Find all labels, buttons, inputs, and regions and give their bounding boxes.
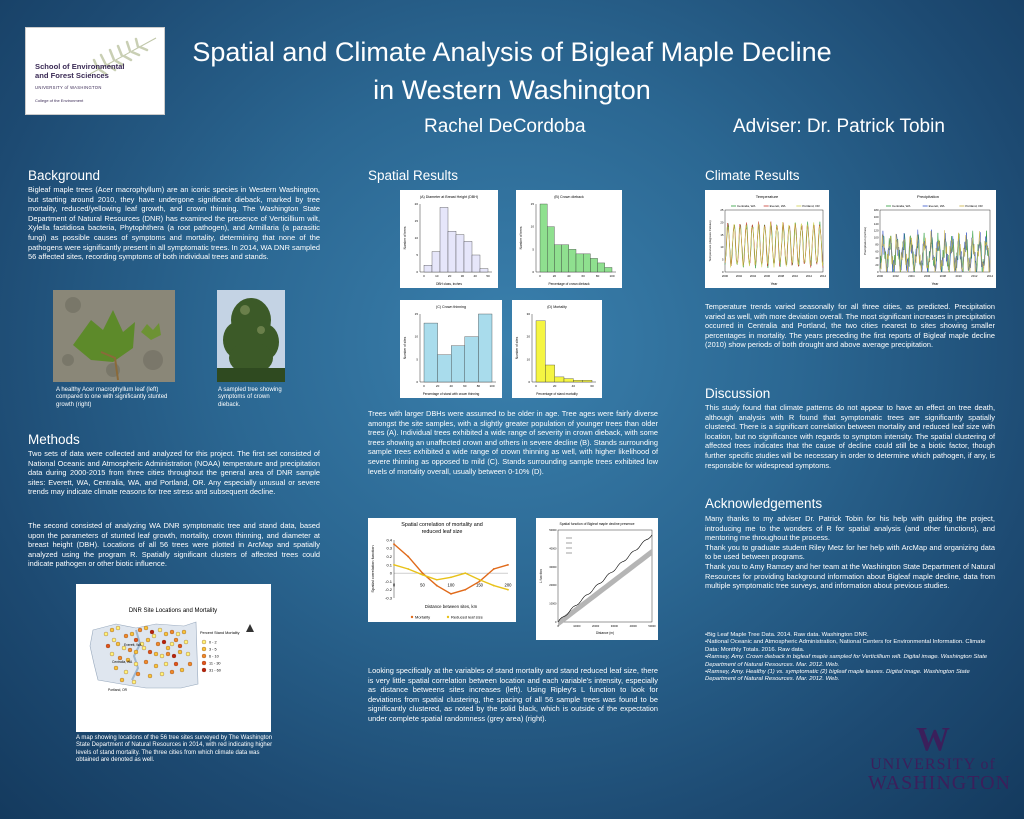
x-tick-label: 2004 xyxy=(749,274,757,278)
y-tick-label: 0 xyxy=(532,270,534,274)
site-dot xyxy=(124,670,128,674)
histogram-bar xyxy=(562,245,569,272)
x-axis-label: Percentage of crown dieback xyxy=(548,282,590,286)
y-axis-label: Temperature (degrees Celsius) xyxy=(708,220,712,262)
adviser-name: Adviser: Dr. Patrick Tobin xyxy=(733,116,945,137)
ack-text xyxy=(705,514,995,591)
legend-label: Portland, OR xyxy=(802,204,820,208)
data-point xyxy=(393,564,395,566)
histogram-bar xyxy=(451,346,465,382)
site-dot xyxy=(112,638,116,642)
y-tick-label: 10000 xyxy=(549,602,557,606)
site-dot xyxy=(162,640,166,644)
logo-line1: School of Environmental xyxy=(35,62,125,71)
site-dot xyxy=(172,654,176,658)
legend-marker xyxy=(202,668,206,672)
x-tick-label: 40 xyxy=(571,384,576,388)
y-tick-label: -0.1 xyxy=(385,578,392,584)
y-tick-label: 0 xyxy=(416,270,418,274)
leaf-photo xyxy=(53,290,175,382)
chart-title: (D) Mortality xyxy=(547,305,567,309)
x-tick-label: 200 xyxy=(504,582,512,588)
chart-title: Precipitation xyxy=(916,194,940,199)
x-tick-label: 80 xyxy=(476,384,481,388)
discussion-heading: Discussion xyxy=(705,386,771,401)
data-point xyxy=(407,568,409,570)
histogram-bar xyxy=(545,365,554,382)
csr-envelope xyxy=(558,549,652,627)
histogram-bar xyxy=(536,321,545,382)
x-tick-label: 0 xyxy=(392,582,396,588)
logo-line4: College of the Environment xyxy=(35,98,84,103)
site-dot xyxy=(156,642,160,646)
y-tick-label: 5 xyxy=(416,253,418,257)
y-tick-label: 0.4 xyxy=(386,537,392,543)
map-legend-title: Percent Stand Mortality xyxy=(200,631,240,635)
site-dot xyxy=(134,650,138,654)
legend-marker xyxy=(202,654,206,658)
methods-heading: Methods xyxy=(28,432,80,447)
observed-l-line xyxy=(558,535,652,622)
leaf-caption: A healthy Acer macrophyllum leaf (left) compared to one with significantly stunted growth (right) xyxy=(56,387,168,408)
data-point xyxy=(493,585,495,587)
x-tick-label: 2014 xyxy=(986,274,994,278)
legend-label: 11 - 30 xyxy=(209,661,221,666)
site-dot xyxy=(130,632,134,636)
histogram-bar xyxy=(583,380,592,382)
site-dot xyxy=(146,638,150,642)
histogram-bar xyxy=(583,254,590,272)
city-centralia: Centralia, WA xyxy=(112,660,133,664)
histogram-bar xyxy=(605,267,612,272)
uw-line1: UNIVERSITY of xyxy=(870,756,996,773)
y-tick-label: 30 xyxy=(526,312,530,316)
y-axis-label: Number of sites xyxy=(515,336,519,360)
y-tick-label: 20 xyxy=(526,334,530,339)
x-tick-label: 0 xyxy=(557,625,559,628)
y-tick-label: 10 xyxy=(414,334,418,339)
x-tick-label: 50 xyxy=(420,582,425,588)
y-tick-label: 5 xyxy=(416,357,418,362)
x-tick-label: 2010 xyxy=(955,274,962,278)
x-tick-label: 30 xyxy=(460,274,465,278)
x-tick-label: 20 xyxy=(552,384,557,388)
site-map xyxy=(76,584,271,732)
data-point xyxy=(493,568,495,570)
site-dot xyxy=(154,652,158,656)
city-portland: Portland, OR xyxy=(108,688,128,692)
site-dot xyxy=(150,630,154,634)
site-dot xyxy=(148,674,152,678)
site-dot xyxy=(160,672,164,676)
site-dot xyxy=(176,632,180,636)
legend-label: Centralia, WA xyxy=(892,204,911,208)
x-tick-label: 100 xyxy=(489,384,495,388)
data-point xyxy=(464,589,466,591)
site-dot xyxy=(110,628,114,632)
climate-text: Temperature trends varied seasonally for all three cities, as predicted. Precipitation varied as well, with more deviation overall. The most significant increases in precipitation occurred in Centralia and Portland, the two cities nearest to sites showing smaller percentages in mortality. The years preceding the first reports of Bigleaf maple decline (2010) show periods of both drought and above average precipitation. xyxy=(705,302,995,350)
legend-label: 3 - 5 xyxy=(209,647,217,652)
histogram-bar xyxy=(590,258,597,272)
legend-label: Reduced leaf size xyxy=(451,614,483,620)
x-tick-label: 0 xyxy=(535,384,537,388)
y-tick-label: 80 xyxy=(875,242,879,247)
chart-title: Temperature xyxy=(755,194,779,199)
x-tick-label: 2004 xyxy=(908,274,915,278)
site-dot xyxy=(138,628,142,632)
histogram-bar xyxy=(547,227,554,272)
y-tick-label: 15 xyxy=(720,232,724,237)
y-tick-label: 180 xyxy=(873,208,879,212)
site-dot xyxy=(166,652,170,656)
x-tick-label: 2012 xyxy=(805,274,813,278)
histogram-bar xyxy=(438,355,452,382)
legend-marker xyxy=(202,640,206,644)
legend-label: Centralia, WA xyxy=(737,204,756,208)
y-tick-label: 25 xyxy=(720,208,724,212)
data-point xyxy=(479,579,481,581)
references xyxy=(705,632,997,684)
site-dot xyxy=(124,634,128,638)
site-dot xyxy=(170,642,174,646)
site-dot xyxy=(178,644,182,648)
chart-title: (A) Diameter at Breast Height (DBH) xyxy=(419,195,479,199)
histogram-bar xyxy=(424,265,432,272)
data-point xyxy=(436,585,438,587)
x-tick-label: 20 xyxy=(552,274,557,278)
data-point xyxy=(436,579,438,581)
dbh-histogram xyxy=(400,190,498,288)
y-tick-label: 5 xyxy=(532,247,534,252)
background-text: Bigleaf maple trees (Acer macrophyllum) are an iconic species in Western Washington, but starting around 2010, they have undergone significant dieback, marked by tree mortality, reduced/yellowing leaf growth, and crown thinning. The Washington State Department of Natural Resources (DNR) has examined the presence of Verticillium wilt, Xylella fastidiosa bacteria, Phytophthera (a root pathogen), and Armillaria (a parasitic fungi) as possible causes of symptoms and mortality, determining that none of the pathogens were significantly present in all symptomatic trees. In 2014, WA DNR sampled 56 affected sites, recording symptoms of both individual trees and stands. xyxy=(28,185,320,262)
y-tick-label: 0 xyxy=(876,270,879,274)
y-tick-label: 30000 xyxy=(549,565,557,569)
x-tick-label: 0 xyxy=(423,384,425,388)
y-tick-label: 10 xyxy=(720,245,724,250)
y-tick-label: 0 xyxy=(416,380,418,384)
legend-label: 31 - 60 xyxy=(209,668,221,673)
x-tick-label: 150 xyxy=(476,582,483,588)
y-tick-label: 60 xyxy=(875,249,879,254)
y-tick-label: 0.1 xyxy=(386,562,392,568)
site-dot xyxy=(104,632,108,636)
x-tick-label: 50 xyxy=(486,274,490,278)
histogram-bar xyxy=(472,255,480,272)
x-tick-label: 100 xyxy=(609,274,615,278)
site-dot xyxy=(178,650,182,654)
y-tick-label: 0 xyxy=(528,380,530,384)
school-logo xyxy=(25,27,165,115)
histogram-bar xyxy=(555,377,564,382)
data-point xyxy=(479,581,481,583)
site-dot xyxy=(148,650,152,654)
y-axis-label: Precipitation (inches) xyxy=(863,226,867,256)
site-dot xyxy=(154,664,158,668)
data-point xyxy=(422,572,424,574)
x-axis-label: Percentage of stand mortality xyxy=(536,392,578,396)
site-dot xyxy=(144,626,148,630)
x-tick-label: 0 xyxy=(539,274,541,278)
map-legend xyxy=(202,640,221,672)
temperature-chart xyxy=(705,190,829,288)
site-dot xyxy=(142,646,146,650)
site-dot xyxy=(164,632,168,636)
x-tick-label: 40 xyxy=(567,274,571,278)
chart-title: Spatial correlation of mortality and xyxy=(401,522,483,528)
x-tick-label: 2002 xyxy=(892,274,899,278)
histogram-bar xyxy=(478,314,492,382)
x-tick-label: 10000 xyxy=(573,625,581,628)
site-dot xyxy=(184,640,188,644)
data-point xyxy=(507,564,509,566)
ack-heading: Acknowledgements xyxy=(705,496,823,511)
y-tick-label: 10 xyxy=(530,224,534,229)
y-tick-label: 0.3 xyxy=(386,545,392,551)
y-tick-label: 20000 xyxy=(549,584,557,588)
data-point xyxy=(507,589,509,591)
x-tick-label: 30000 xyxy=(610,625,619,628)
legend-label: Mortality xyxy=(415,614,431,620)
x-tick-label: 2008 xyxy=(777,274,785,278)
data-point xyxy=(393,543,395,545)
y-tick-label: 10 xyxy=(414,236,418,240)
uw-line2: WASHINGTON xyxy=(868,772,1011,794)
site-dot xyxy=(158,628,162,632)
x-tick-label: 2010 xyxy=(791,274,799,278)
discussion-text: This study found that climate patterns do not appear to have an effect on tree death, although analysis with R found that symptomatic trees are significantly spatially clustered. There is a significant correlation between mortality and reduced leaf size with location, but no significance with regards to symptom intensity. The spatial clustering of affected trees indicates that the cause of decline could still be a biotic factor, though further specific studies will be necessary in order to determine which pathogen, if any, is responsible for widespread symptoms. xyxy=(705,403,995,470)
x-tick-label: 60 xyxy=(590,384,594,388)
data-point xyxy=(422,574,424,576)
site-dot xyxy=(110,652,114,656)
uw-w-icon: W xyxy=(916,721,950,758)
author-name: Rachel DeCordoba xyxy=(424,116,586,137)
ref-1: •Big Leaf Maple Tree Data. 2014. Raw data. Washington DNR. xyxy=(705,632,869,638)
y-tick-label: 140 xyxy=(873,221,879,226)
climate-heading: Climate Results xyxy=(705,168,800,183)
site-dot xyxy=(128,648,132,652)
site-dot xyxy=(120,678,124,682)
methods-p2: The second consisted of analyzing WA DNR symptomatic tree and stand data, based upon the parameters of stunted leaf growth, mortality, crown thinning, and diameter at breast height (DBH). Locations of all 56 trees were plotted in ArcMap and spatially analyzed using the program R. Spatially significant clusters of affected trees could indicate pathogen or other biotic influence. xyxy=(28,521,320,569)
site-dot xyxy=(116,642,120,646)
y-tick-label: 120 xyxy=(873,228,879,233)
data-point xyxy=(450,593,452,595)
histogram-bar xyxy=(569,249,576,272)
x-tick-label: 100 xyxy=(447,582,455,588)
spatial-heading: Spatial Results xyxy=(368,168,459,183)
y-tick-label: 5 xyxy=(721,257,724,262)
site-dot xyxy=(134,638,138,642)
y-tick-label: 10 xyxy=(526,357,530,362)
site-dot xyxy=(106,644,110,648)
y-tick-label: 50000 xyxy=(549,529,557,532)
y-tick-label: 20 xyxy=(720,220,724,225)
x-axis-label: Year xyxy=(770,282,778,286)
uw-logo xyxy=(868,721,1011,794)
y-tick-label: 15 xyxy=(530,202,534,206)
north-arrow-icon xyxy=(246,624,254,632)
y-tick-label: -0.3 xyxy=(385,595,392,601)
site-dot xyxy=(182,630,186,634)
x-tick-label: 20 xyxy=(435,384,440,388)
site-dot xyxy=(166,646,170,650)
site-dot xyxy=(116,626,120,630)
y-tick-label: 0 xyxy=(389,570,392,576)
data-point xyxy=(450,576,452,578)
legend-label: Everett, WA xyxy=(928,204,945,208)
site-dot xyxy=(160,654,164,658)
x-tick-label: 40 xyxy=(449,384,453,388)
x-tick-label: 2012 xyxy=(971,274,978,278)
crown-dieback-histogram xyxy=(516,190,622,288)
precipitation-chart xyxy=(860,190,996,288)
y-axis-label: Number of trees xyxy=(403,226,407,250)
x-axis-label: Distance (m) xyxy=(595,631,615,635)
methods-p1: Two sets of data were collected and analyzed for this project. The first set consisted of National Oceanic and Atmospheric Administration (NOAA) temperature and precipitation data during 2000-2015 from three cities throughout the general area of DNR sample sites: Everett, WA, Centralia, WA, and Portland, OR. Any especially unusual or severe trends may indicate climate reasons for tree stress and subsequent decline. xyxy=(28,449,320,497)
chart-title: (B) Crown dieback xyxy=(554,195,584,199)
site-dot xyxy=(174,662,178,666)
logo-line3: UNIVERSITY of WASHINGTON xyxy=(35,85,102,90)
map-title: DNR Site Locations and Mortality xyxy=(128,608,218,614)
histogram-bar xyxy=(576,254,583,272)
spatial-correlation-chart xyxy=(368,518,516,622)
x-tick-label: 2000 xyxy=(876,274,884,278)
histogram-bar xyxy=(554,245,561,272)
histogram-bar xyxy=(598,263,605,272)
y-axis-label: Spatial correlation function xyxy=(370,545,375,593)
x-tick-label: 60 xyxy=(463,384,467,388)
site-dot xyxy=(180,668,184,672)
ack-p2: Thank you to graduate student Riley Metz for her help with ArcMap and organizing data to be used between programs. xyxy=(705,542,995,562)
chart-title: reduced leaf size xyxy=(421,529,463,535)
x-axis-label: Distance between sites, km xyxy=(424,604,478,609)
mortality-histogram xyxy=(512,300,602,398)
histogram-bar xyxy=(432,252,440,272)
x-tick-label: 10 xyxy=(435,274,439,278)
ack-p3: Thank you to Amy Ramsey and her team at the Washington State Department of Natural Resources for providing background information about Bigleaf maple decline, data from multiple symptomatic tree surveys, and information about previous studies. xyxy=(705,561,995,591)
histogram-bar xyxy=(540,204,547,272)
legend-marker xyxy=(202,661,206,665)
x-tick-label: 20 xyxy=(447,274,452,278)
y-tick-label: 0.2 xyxy=(386,553,392,559)
site-dot xyxy=(170,630,174,634)
x-tick-label: 50000 xyxy=(648,625,656,628)
y-tick-label: 15 xyxy=(414,219,418,223)
x-axis-label: Year xyxy=(931,282,939,286)
legend-marker xyxy=(447,616,449,618)
x-tick-label: 0 xyxy=(423,274,425,278)
x-tick-label: 2006 xyxy=(763,274,771,278)
x-tick-label: 80 xyxy=(595,274,600,278)
histogram-bar xyxy=(564,379,573,382)
ref-2: •National Oceanic and Atmospheric Administration, National Centers for Environmental Information. Climate Data: Monthly Totals. 2016. Raw data. xyxy=(705,639,986,653)
x-tick-label: 20000 xyxy=(591,625,600,628)
legend-marker xyxy=(202,647,206,651)
legend-marker xyxy=(411,616,413,618)
x-tick-label: 40 xyxy=(473,274,477,278)
background-heading: Background xyxy=(28,168,101,183)
site-dot xyxy=(174,638,178,642)
x-tick-label: 60 xyxy=(581,274,585,278)
site-dot xyxy=(134,662,138,666)
histogram-bar xyxy=(465,337,479,382)
site-dot xyxy=(132,680,136,684)
y-tick-label: 40 xyxy=(875,256,879,261)
site-dot xyxy=(164,662,168,666)
legend-label: 0 - 2 xyxy=(209,640,217,645)
y-tick-label: 15 xyxy=(414,312,418,316)
x-tick-label: 2006 xyxy=(924,274,931,278)
site-dot xyxy=(144,660,148,664)
site-dot xyxy=(186,652,190,656)
legend-label: Portland, OR xyxy=(965,204,983,208)
poster-title: Spatial and Climate Analysis of Bigleaf Maple Decline in Western Washington xyxy=(192,37,832,105)
histogram-bar xyxy=(480,269,488,272)
spatial-text-2: Looking specifically at the variables of stand mortality and stand reduced leaf size, there is very little spatial correlation between location and each variable's intensity, especially as distance betweens sites increases (left). Using Ripley's L function to look for deviations from spatial clustering, the spacing of all 56 sample trees was found to be significantly clustered, as noted by the solid black, which is outside of the expectation under complete spatial randomness (grey area) (right). xyxy=(368,666,658,723)
histogram-bar xyxy=(448,231,456,272)
legend-label: 6 - 10 xyxy=(209,654,219,659)
site-dot xyxy=(170,670,174,674)
histogram-bar xyxy=(424,323,438,382)
y-tick-label: -0.2 xyxy=(385,587,392,593)
y-axis-label: Number of sites xyxy=(403,336,407,360)
ripley-l-chart xyxy=(536,518,658,640)
x-tick-label: 40000 xyxy=(629,625,637,628)
y-tick-label: 40000 xyxy=(549,547,557,551)
y-tick-label: 100 xyxy=(873,235,879,240)
y-tick-label: 0 xyxy=(721,270,724,274)
logo-line2: and Forest Sciences xyxy=(35,71,109,80)
chart-title: (C) Crown thinning xyxy=(436,305,466,309)
ref-3: •Ramsey, Amy. Crown dieback in bigleaf maple sampled for Verticillium wilt. Digital image. Washington State Department of Natural Resources. Mar. 2012. Web. xyxy=(705,654,988,668)
y-axis-label: L function xyxy=(539,569,543,583)
histogram-bar xyxy=(440,207,448,272)
y-tick-label: 20 xyxy=(414,202,418,206)
x-tick-label: 2000 xyxy=(721,274,729,278)
y-tick-label: 0 xyxy=(555,621,557,624)
x-axis-label: DBH class, inches xyxy=(436,282,462,286)
chart-title: Spatial function of Bigleaf maple decline presence xyxy=(559,522,635,526)
map-caption: A map showing locations of the 56 tree sites surveyed by The Washington State Department of Natural Resources in 2014, with red indicating higher levels of stand mortality. The three cities from which climate data was obtained are denoted as well. xyxy=(76,735,273,764)
histogram-bar xyxy=(456,235,464,272)
site-dot xyxy=(188,662,192,666)
site-dot xyxy=(152,634,156,638)
crown-thinning-histogram xyxy=(400,300,502,398)
ref-4: •Ramsey, Amy. Healthy (1) vs. symptomatic (2) bigleaf maple leaves. Digital image. Washington State Department of Natural Resources. Mar. 2012. Web. xyxy=(705,669,970,683)
y-tick-label: 160 xyxy=(873,214,879,219)
x-tick-label: 2008 xyxy=(939,274,946,278)
tree-caption: A sampled tree showing symptoms of crown dieback. xyxy=(218,387,282,408)
site-dot xyxy=(136,672,140,676)
site-dot xyxy=(114,666,118,670)
tree-photo xyxy=(217,290,285,382)
x-tick-label: 2002 xyxy=(735,274,743,278)
histogram-bar xyxy=(573,380,582,382)
data-point xyxy=(464,572,466,574)
x-tick-label: 2014 xyxy=(819,274,827,278)
data-point xyxy=(407,556,409,558)
ack-p1: Many thanks to my adviser Dr. Patrick Tobin for his help with guiding the project, introducing me to the wonders of R for spatial analysis (and other functions), and mentoring me throughout the process. xyxy=(705,514,995,543)
spatial-text: Trees with larger DBHs were assumed to be older in age. Tree ages were fairly diverse amongst the site samples, with a slightly greater population of younger trees than older trees (A). Individual trees exhibited a wide range of severity in crown dieback, with some trees showing an unaffected crown and others in severe decline (B). Stands surrounding sample trees exhibited a wide range of crown thinning as well, with higher likelihood of severe thinning as opposed to mild (C). Stands surrounding sample trees exhibited low levels of mortality overall, usually between 0-10% (D). xyxy=(368,409,658,476)
x-axis-label: Percentage of stand with crown thinning xyxy=(422,392,480,396)
y-tick-label: 20 xyxy=(875,263,879,268)
histogram-bar xyxy=(464,241,472,272)
series-line xyxy=(725,222,823,268)
city-everett: Everett, WA xyxy=(124,643,142,647)
legend-label: Everett, WA xyxy=(769,204,786,208)
y-axis-label: Number of trees xyxy=(519,226,523,250)
